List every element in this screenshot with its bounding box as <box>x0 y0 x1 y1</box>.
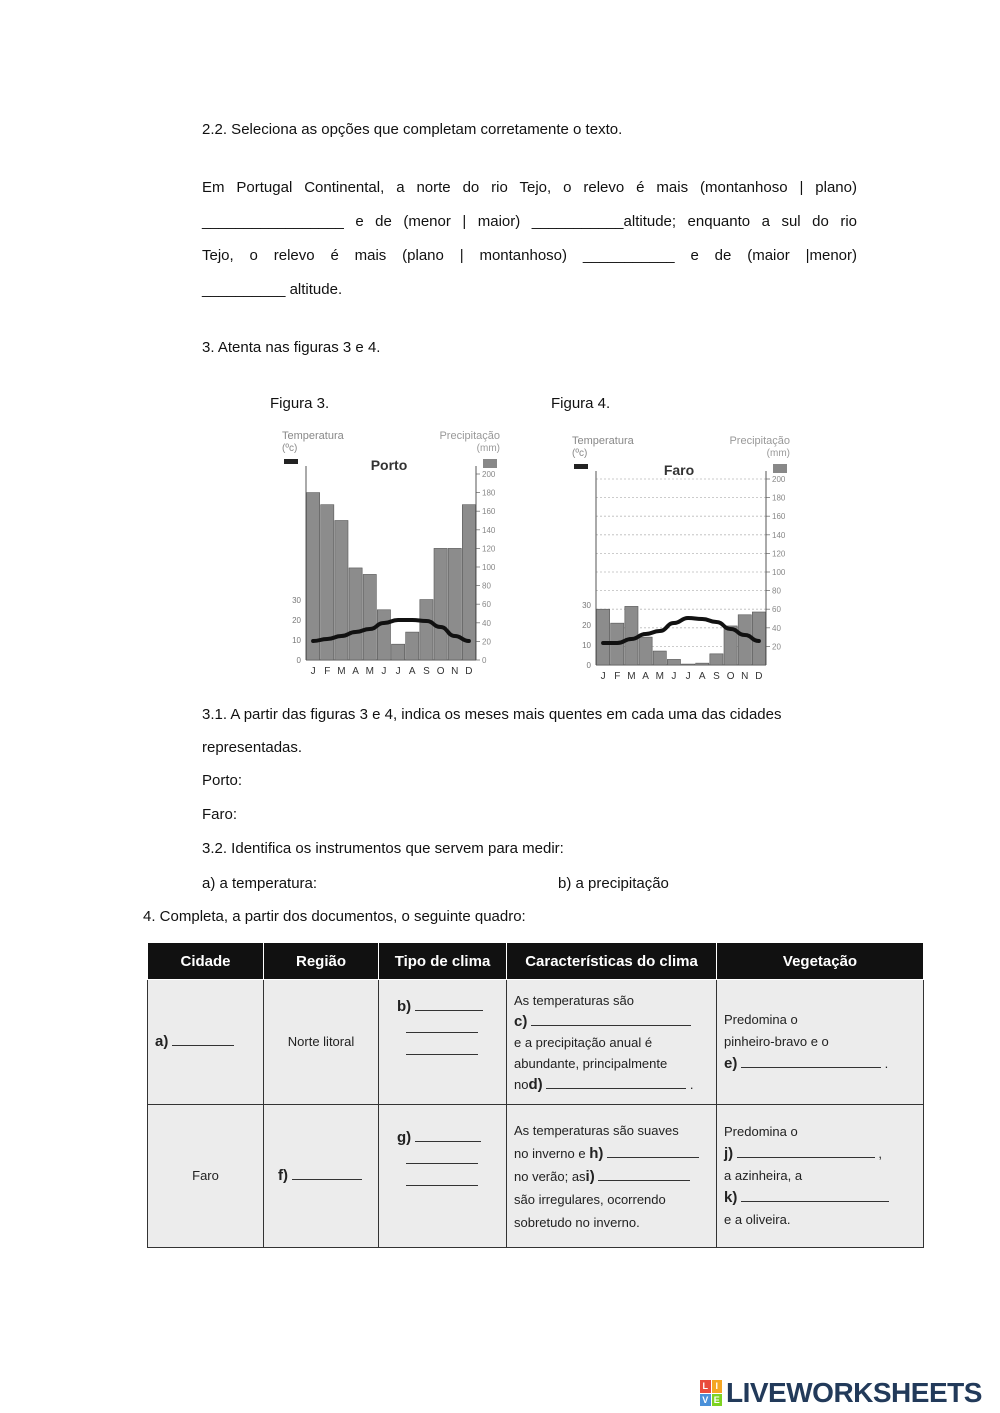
precipitation-bar <box>349 568 362 660</box>
char1-line-1: As temperaturas são <box>514 992 634 1008</box>
precipitation-bar <box>335 521 348 661</box>
month-label: J <box>600 671 606 682</box>
precipitation-tick-label: 60 <box>482 600 491 610</box>
q31-line-1: 3.1. A partir das figuras 3 e 4, indica os meses mais quentes em cada uma das cidades <box>202 706 782 723</box>
letter-c: c) <box>514 1012 528 1030</box>
precipitation-tick-label: 40 <box>772 623 781 633</box>
chart-title: Faro <box>663 462 695 478</box>
precipitation-bar <box>434 548 447 660</box>
month-label: J <box>310 666 316 677</box>
veg2-line-3: a azinheira, a <box>724 1168 803 1183</box>
precipitation-tick-label: 180 <box>772 493 786 503</box>
q22-title: 2.2. Seleciona as opções que completam corretamente o texto. <box>202 121 623 138</box>
climogram-porto <box>276 422 512 684</box>
month-label: A <box>642 671 649 682</box>
precipitation-tick-label: 60 <box>772 605 781 615</box>
table-row <box>148 980 924 1105</box>
month-label: J <box>381 666 387 677</box>
cell-vegetation-2: Predomina o j) , a azinheira, a k) e a oliveira. <box>717 1105 924 1248</box>
cell-a <box>148 980 264 1105</box>
precipitation-bar <box>738 615 751 665</box>
figure-3-label: Figura 3. <box>270 395 330 412</box>
precipitation-tick-label: 200 <box>772 475 786 484</box>
month-label: N <box>451 666 459 677</box>
blank-g-2[interactable] <box>406 1151 478 1164</box>
veg1-line-2: pinheiro-bravo e o <box>724 1034 829 1049</box>
blank-h[interactable] <box>607 1145 699 1158</box>
q31-line-2: representadas. <box>202 739 303 756</box>
blank-a[interactable] <box>172 1033 234 1046</box>
char2-line-3: no verão; as <box>514 1168 586 1184</box>
month-label: O <box>436 666 445 677</box>
temperature-axis-label: Temperatura <box>572 435 634 447</box>
precipitation-bar <box>406 632 419 660</box>
liveworksheets-logo-icon: L I V E <box>700 1380 722 1406</box>
temperature-axis-unit: (ºc) <box>282 443 298 454</box>
blank-g-1[interactable] <box>415 1129 481 1142</box>
veg1-line-1: Predomina o <box>724 1012 798 1027</box>
cell-city-2 <box>148 1105 264 1248</box>
q32-option-b: b) a precipitação <box>558 875 669 892</box>
month-label: M <box>365 666 374 677</box>
letter-j: j) <box>724 1145 734 1162</box>
region-norte-litoral: Norte litoral <box>287 1034 355 1049</box>
precipitation-tick-label: 80 <box>772 586 781 596</box>
letter-k: k) <box>724 1189 738 1206</box>
month-label: A <box>408 666 416 677</box>
table-header-row <box>148 943 924 980</box>
cell-f <box>264 1105 379 1248</box>
month-label: N <box>741 671 749 682</box>
temperature-tick-label: 30 <box>292 596 301 605</box>
cell-characteristics-1: As temperaturas são c) e a precipitação anual é abundante, principalmente nod) . <box>507 980 717 1105</box>
temperature-tick-label: 20 <box>582 621 591 630</box>
precipitation-tick-label: 140 <box>772 530 786 540</box>
precipitation-bar <box>597 609 610 665</box>
blank-g-3[interactable] <box>406 1173 478 1186</box>
precipitation-tick-label: 160 <box>772 512 786 522</box>
month-label: A <box>698 671 706 682</box>
precipitation-tick-label: 20 <box>772 642 781 652</box>
header-tipo-clima: Tipo de clima <box>379 943 507 980</box>
temperature-tick-label: 0 <box>586 661 591 670</box>
blank-e[interactable] <box>741 1055 881 1068</box>
table-row <box>148 1105 924 1248</box>
q32-title: 3.2. Identifica os instrumentos que servem para medir: <box>202 840 564 857</box>
q22-line-1: Em Portugal Continental, a norte do rio Tejo, o relevo é mais (montanhoso | plano) <box>202 179 857 196</box>
month-label: M <box>337 666 346 677</box>
month-label: M <box>627 671 636 682</box>
precipitation-bar <box>639 637 652 665</box>
header-vegetacao: Vegetação <box>717 943 924 980</box>
q4-title: 4. Completa, a partir dos documentos, o seguinte quadro: <box>143 908 526 925</box>
temperature-tick-label: 30 <box>582 601 591 610</box>
blank-b-2[interactable] <box>406 1020 478 1033</box>
blank-j[interactable] <box>737 1145 875 1158</box>
q3-title: 3. Atenta nas figuras 3 e 4. <box>202 339 381 356</box>
letter-g: g) <box>397 1129 412 1146</box>
precipitation-bar <box>307 493 320 660</box>
precipitation-tick-label: 80 <box>482 581 491 591</box>
precipitation-tick-label: 100 <box>482 563 496 572</box>
q22-line-3: Tejo, o relevo é mais (plano | montanhoso) ___________ e de (maior |menor) <box>202 247 857 264</box>
month-label: F <box>614 671 621 682</box>
precipitation-tick-label: 120 <box>772 549 786 559</box>
cell-g <box>379 1105 507 1248</box>
temperature-tick-label: 10 <box>582 641 591 650</box>
blank-k[interactable] <box>741 1189 889 1202</box>
letter-h: h) <box>589 1144 604 1162</box>
precipitation-tick-label: 100 <box>772 568 786 577</box>
temperature-tick-label: 20 <box>292 616 301 625</box>
month-label: O <box>726 671 735 682</box>
letter-d: d) <box>528 1075 543 1093</box>
letter-f: f) <box>278 1167 288 1184</box>
q22-line-2: _________________ e de (menor | maior) ___________altitude; enquanto a sul do rio <box>202 213 857 230</box>
month-label: F <box>324 666 331 677</box>
month-label: D <box>755 671 763 682</box>
month-label: A <box>352 666 359 677</box>
q31-porto-label: Porto: <box>202 772 243 789</box>
precipitation-tick-label: 0 <box>482 656 487 665</box>
precipitation-legend-swatch <box>773 464 787 473</box>
month-label: J <box>395 666 401 677</box>
letter-a: a) <box>155 1033 169 1050</box>
temperature-tick-label: 0 <box>296 656 301 665</box>
q22-line-4: __________ altitude. <box>202 281 343 298</box>
precipitation-bar <box>667 659 680 665</box>
precipitation-tick-label: 160 <box>482 507 496 517</box>
veg2-line-1: Predomina o <box>724 1124 798 1139</box>
letter-b: b) <box>397 998 412 1015</box>
char1-line-4: abundante, principalmente <box>514 1055 668 1071</box>
blank-b-1[interactable] <box>415 998 483 1011</box>
precipitation-bar <box>377 610 390 660</box>
temperature-axis-label: Temperatura <box>282 430 344 442</box>
precipitation-bar <box>710 654 723 665</box>
letter-e: e) <box>724 1055 738 1072</box>
blank-b-3[interactable] <box>406 1042 478 1055</box>
char1-line-3: e a precipitação anual é <box>514 1034 653 1050</box>
precipitation-tick-label: 40 <box>482 618 491 628</box>
temperature-legend-swatch <box>574 464 588 469</box>
liveworksheets-logo <box>700 1378 982 1408</box>
veg2-line-5: e a oliveira. <box>724 1212 791 1227</box>
cell-characteristics-2 <box>507 1105 717 1248</box>
precipitation-tick-label: 140 <box>482 525 496 535</box>
char2-line-1: As temperaturas são suaves <box>514 1122 679 1138</box>
header-cidade: Cidade <box>148 943 264 980</box>
cell-vegetation-1: Predomina o pinheiro-bravo e o e) . <box>717 980 924 1105</box>
header-regiao: Região <box>264 943 379 980</box>
char2-line-5: sobretudo no inverno. <box>514 1214 640 1230</box>
q31-faro-label: Faro: <box>202 806 238 823</box>
char2-line-2: no inverno e <box>514 1145 586 1161</box>
blank-d[interactable] <box>546 1076 686 1089</box>
char1-line-5: no <box>514 1076 529 1092</box>
precipitation-bar <box>420 600 433 660</box>
month-label: M <box>655 671 664 682</box>
precipitation-tick-label: 200 <box>482 470 496 479</box>
figure-4-label: Figura 4. <box>551 395 611 412</box>
climogram-faro <box>566 427 802 689</box>
precipitation-tick-label: 20 <box>482 637 491 647</box>
blank-f[interactable] <box>292 1167 362 1180</box>
month-label: J <box>671 671 677 682</box>
precipitation-tick-label: 120 <box>482 544 496 554</box>
precipitation-bar <box>696 663 709 665</box>
precipitation-bar <box>448 548 461 660</box>
city-faro: Faro <box>192 1168 219 1183</box>
precipitation-tick-label: 180 <box>482 488 496 498</box>
month-label: S <box>713 671 720 682</box>
precipitation-axis-label: Precipitação <box>729 435 790 447</box>
temperature-legend-swatch <box>284 459 298 464</box>
climate-table <box>147 942 924 1248</box>
letter-i: i) <box>585 1167 595 1185</box>
precipitation-bar <box>363 574 376 660</box>
precipitation-bar <box>392 644 405 660</box>
temperature-tick-label: 10 <box>292 636 301 645</box>
liveworksheets-brand: LIVEWORKSHEETS <box>726 1377 982 1408</box>
chart-title: Porto <box>370 457 408 473</box>
precipitation-bar <box>462 505 475 660</box>
blank-i[interactable] <box>598 1168 690 1181</box>
precipitation-axis-unit: (mm) <box>476 443 500 454</box>
month-label: S <box>423 666 430 677</box>
header-caracteristicas: Características do clima <box>507 943 717 980</box>
precipitation-bar <box>653 651 666 665</box>
cell-region-1 <box>264 980 379 1105</box>
precipitation-axis-label: Precipitação <box>439 430 500 442</box>
blank-c[interactable] <box>531 1013 691 1026</box>
precipitation-axis-unit: (mm) <box>766 448 790 459</box>
cell-b <box>379 980 507 1105</box>
month-label: J <box>685 671 691 682</box>
q32-option-a: a) a temperatura: <box>202 875 318 892</box>
precipitation-bar <box>682 664 695 665</box>
precipitation-legend-swatch <box>483 459 497 468</box>
month-label: D <box>465 666 473 677</box>
char2-line-4: são irregulares, ocorrendo <box>514 1191 666 1207</box>
temperature-axis-unit: (ºc) <box>572 448 588 459</box>
